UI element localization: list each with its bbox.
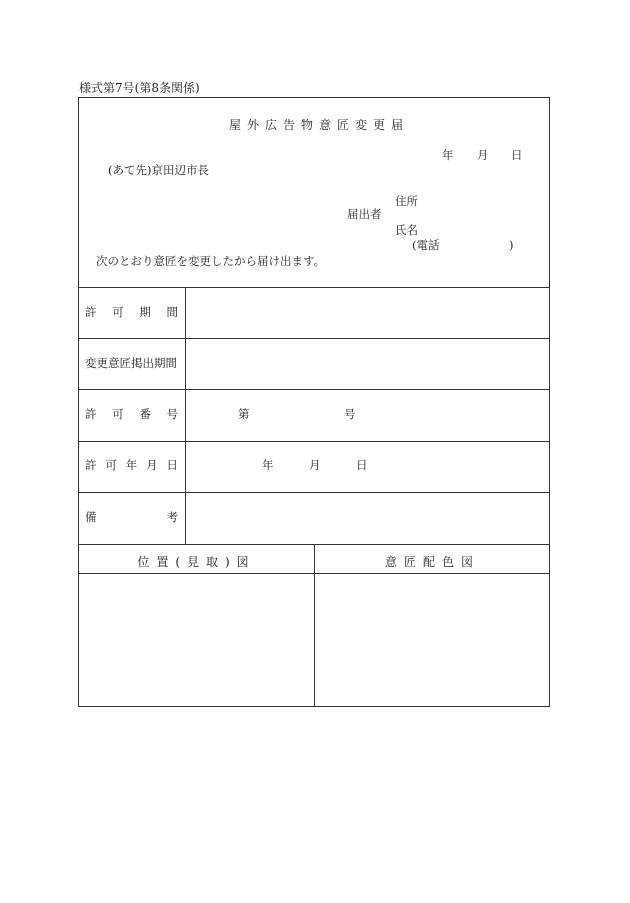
address-label: 住所: [395, 194, 418, 208]
permit-date-month: 月: [309, 458, 321, 472]
form-title: 屋外広告物意匠変更届: [228, 118, 409, 132]
permit-date-year: 年: [262, 458, 274, 472]
label-column-divider: [185, 287, 186, 544]
divider-header: [78, 287, 550, 288]
permit-date-label: 許 可 年 月 日: [85, 458, 178, 472]
display-period-label: 変更意匠掲出期間: [85, 356, 177, 370]
permit-number-go: 号: [344, 407, 356, 421]
divider-row-4: [78, 492, 550, 493]
date-month-label: 月: [477, 148, 489, 162]
permit-date-day: 日: [356, 458, 368, 472]
phone-close: ): [509, 238, 514, 252]
addressee: (あて先)京田辺市長: [108, 163, 209, 177]
applicant-label: 届出者: [347, 207, 382, 221]
form-number-label: 様式第7号(第8条関係): [79, 81, 200, 95]
permit-period-label: 許 可 期 間: [85, 305, 178, 319]
location-map-heading: 位置(見取)図: [137, 555, 256, 569]
divider-row-3: [78, 441, 550, 442]
name-label: 氏名: [395, 223, 418, 237]
design-color-heading: 意匠配色図: [384, 555, 480, 569]
statement: 次のとおり意匠を変更したから届け出ます。: [96, 254, 326, 268]
date-day-label: 日: [511, 148, 523, 162]
permit-number-dai: 第: [238, 407, 250, 421]
divider-row-1: [78, 338, 550, 339]
divider-row-2: [78, 389, 550, 390]
remarks-label: 備 考: [85, 510, 178, 524]
permit-number-label: 許 可 番 号: [85, 407, 178, 421]
date-year-label: 年: [442, 148, 454, 162]
phone-label: (電話: [412, 238, 440, 252]
